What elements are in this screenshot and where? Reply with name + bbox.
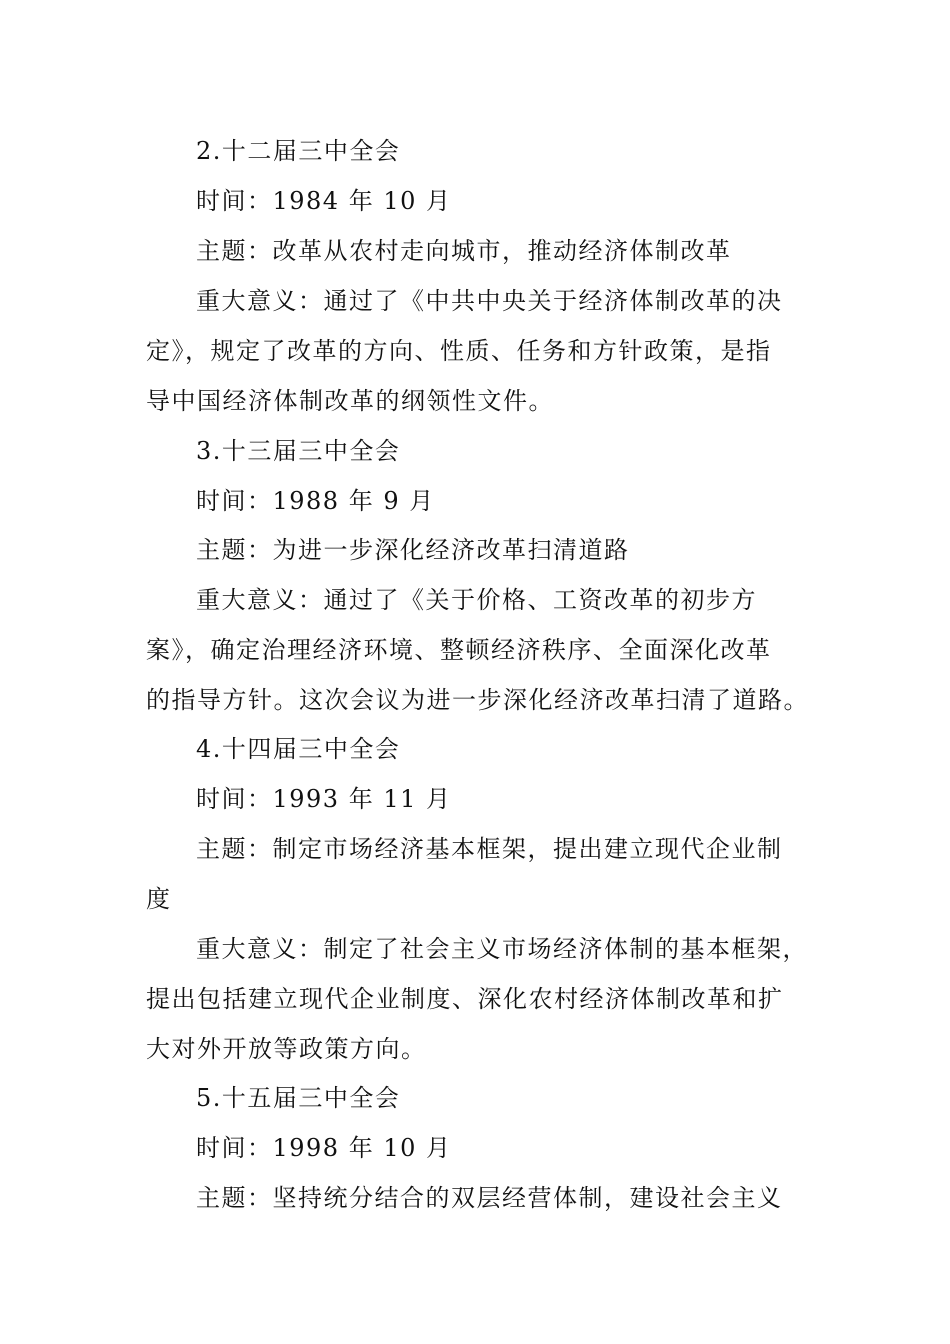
time-line-4: 时间：1993 年 11 月 [196,785,452,813]
significance-line-4: 重大意义：制定了社会主义市场经济体制的基本框架， [196,935,808,963]
theme-line-3: 主题：为进一步深化经济改革扫清道路 [196,536,630,564]
section-heading-2: 2.十二届三中全会 [196,137,401,165]
significance-line-4-cont: 提出包括建立现代企业制度、深化农村经济体制改革和扩 [146,985,784,1013]
significance-line-3: 重大意义：通过了《关于价格、工资改革的初步方 [196,586,757,614]
time-line-2: 时间：1984 年 10 月 [196,187,452,215]
significance-line-2-cont: 导中国经济体制改革的纲领性文件。 [146,387,554,415]
time-line-5: 时间：1998 年 10 月 [196,1134,452,1162]
significance-line-2: 重大意义：通过了《中共中央关于经济体制改革的决 [196,287,783,315]
theme-line-4-cont: 度 [146,885,172,913]
significance-line-4-cont: 大对外开放等政策方向。 [146,1035,427,1063]
theme-line-2: 主题：改革从农村走向城市，推动经济体制改革 [196,237,732,265]
significance-line-3-cont: 案》，确定治理经济环境、整顿经济秩序、全面深化改革 [146,636,772,664]
section-heading-4: 4.十四届三中全会 [196,735,401,763]
theme-line-5: 主题：坚持统分结合的双层经营体制，建设社会主义 [196,1184,783,1212]
significance-line-2-cont: 定》，规定了改革的方向、性质、任务和方针政策，是指 [146,337,772,365]
section-heading-5: 5.十五届三中全会 [196,1084,401,1112]
section-heading-3: 3.十三届三中全会 [196,437,401,465]
theme-line-4: 主题：制定市场经济基本框架，提出建立现代企业制 [196,835,783,863]
time-line-3: 时间：1988 年 9 月 [196,487,435,515]
significance-line-3-cont: 的指导方针。这次会议为进一步深化经济改革扫清了道路。 [146,686,809,714]
